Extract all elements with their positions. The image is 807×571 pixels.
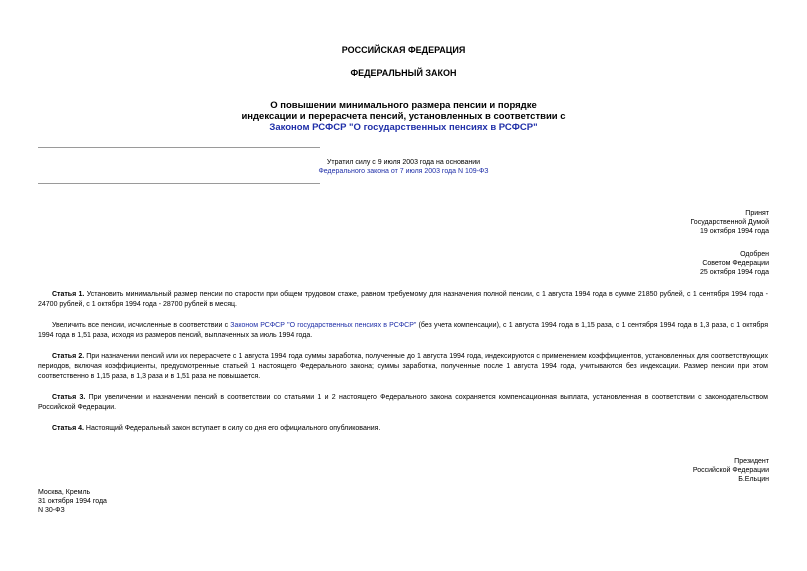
law-number: N 30-ФЗ [38, 507, 65, 514]
approved-date: 25 октября 1994 года [700, 269, 769, 276]
signatory-name: Б.Ельцин [738, 476, 769, 483]
article-1-text: Установить минимальный размер пенсии по старости при общем трудовом стаже, равном требуемому для назначения полной пенсии, с 1 августа 1994 года в сумме 21850 рублей, с 1 сентября 1994 года - 24700 рублей, с 1 октября 1994 года - 28700 рублей в месяц. [38, 291, 768, 308]
article-1b-law-link[interactable]: Законом РСФСР "О государственных пенсиях в РСФСР" [230, 322, 417, 329]
repeal-law-link[interactable]: Федерального закона от 7 июля 2003 года N 109-ФЗ [318, 168, 489, 175]
adopted-block [690, 209, 769, 236]
repeal-status [0, 158, 807, 176]
divider-top [38, 147, 320, 148]
signature-block [693, 457, 769, 484]
article-4-text: Настоящий Федеральный закон вступает в силу со дня его официального опубликования. [83, 425, 381, 432]
signatory-country: Российской Федерации [692, 467, 769, 474]
article-1-label: Статья 1. [52, 291, 85, 298]
approved-by: Советом Федерации [702, 260, 769, 267]
title-line-1: О повышении минимального размера пенсии и порядке [270, 100, 537, 111]
adopted-date: 19 октября 1994 года [700, 228, 769, 235]
article-4-label: Статья 4. [52, 425, 84, 432]
article-2-text: При назначении пенсий или их перерасчете с 1 августа 1994 года суммы заработка, полученные до 1 августа 1994 года, индексируются с применением коэффициентов, установленных для соответствующих периодов, включая коэффициенты, предусмотренные статьей 1 настоящего Федерального закона; суммы заработка, полученные после 1 августа 1994 года, учитываются без индексации. Размер пенсии при этом соответственно в 1,15 раза, в 1,3 раза и в 1,51 раза не повышается. [38, 353, 768, 380]
article-3-text: При увеличении и назначении пенсий в соответствии со статьями 1 и 2 настоящего Федерального закона сохраняется компенсационная выплата, установленная в соответствии с законодательством Российской Федерации. [38, 394, 768, 411]
article-4 [38, 424, 768, 434]
country-heading: РОССИЙСКАЯ ФЕДЕРАЦИЯ [341, 45, 466, 55]
doc-type-heading: ФЕДЕРАЛЬНЫЙ ЗАКОН [350, 68, 457, 78]
article-1b-prefix: Увеличить все пенсии, исчисленные в соответствии с [52, 322, 231, 329]
article-1 [38, 290, 768, 310]
place: Москва, Кремль [38, 489, 91, 496]
place-date-block [38, 488, 107, 515]
article-3-label: Статья 3. [52, 394, 86, 401]
article-2 [38, 352, 768, 382]
adopted-label: Принят [745, 210, 769, 217]
approved-block [700, 250, 769, 277]
article-2-label: Статья 2. [52, 353, 85, 360]
signatory-title: Президент [734, 458, 769, 465]
article-1-paragraph-2 [38, 321, 768, 341]
approved-label: Одобрен [740, 251, 769, 258]
repeal-text: Утратил силу с 9 июля 2003 года на основании [326, 159, 481, 166]
divider-bottom [38, 183, 320, 184]
title-law-link[interactable]: Законом РСФСР "О государственных пенсиях в РСФСР" [269, 122, 538, 133]
title-line-2: индексации и перерасчета пенсий, установленных в соответствии с [241, 111, 566, 122]
law-title [0, 100, 807, 133]
adopted-by: Государственной Думой [690, 219, 769, 226]
article-1b-suffix: (без учета компенсации), с 1 августа 1994 года в 1,15 раза, с 1 сентября 1994 года в 1,3 раза, с 1 октября 1994 года в 1,51 раза, исходя из размеров пенсий, выплаченных за июль 1994 года. [38, 322, 768, 339]
article-3 [38, 393, 768, 413]
signing-date: 31 октября 1994 года [38, 498, 107, 505]
